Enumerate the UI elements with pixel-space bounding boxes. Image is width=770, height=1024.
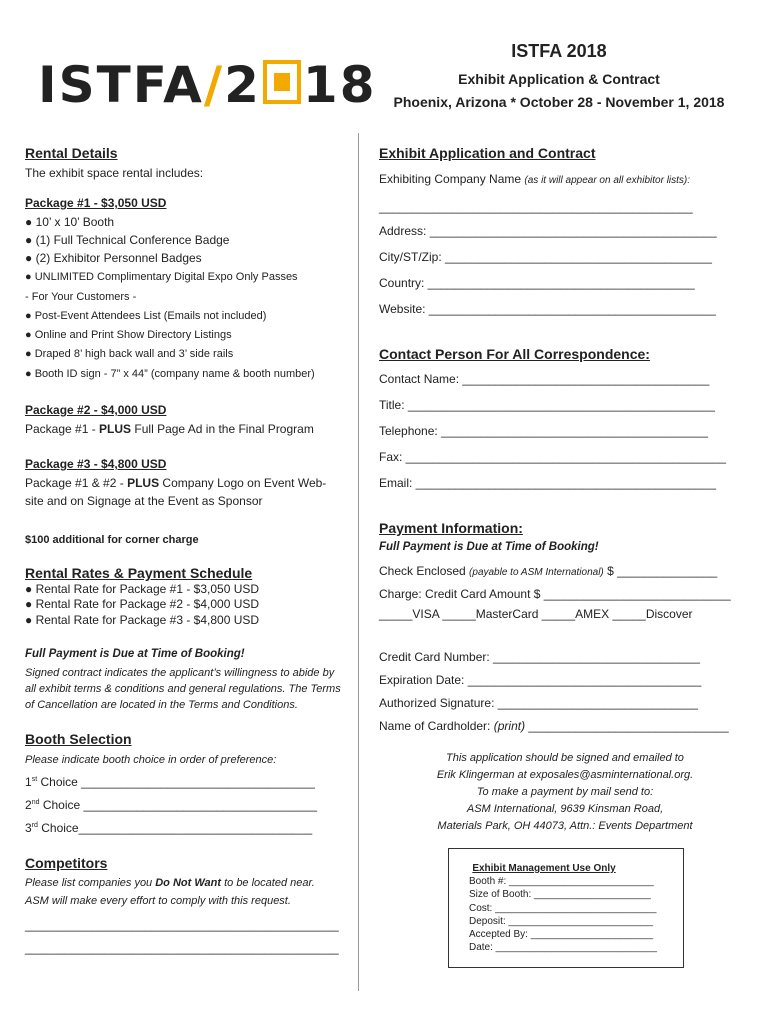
exhibit-management-box	[448, 848, 684, 968]
logo-slash: /	[203, 56, 225, 114]
column-divider	[358, 133, 359, 991]
address-field[interactable]: Address: ___________________________________________	[379, 224, 717, 238]
package2-title: Package #2 - $4,000 USD	[25, 403, 167, 417]
rate-item: ● Rental Rate for Package #3 - $4,800 USD	[25, 613, 260, 627]
terms-note: all exhibit terms & conditions and general regulations. The Terms	[25, 683, 341, 695]
rate-item: ● Rental Rate for Package #1 - $3,050 USD	[25, 582, 260, 596]
charge-amount-field[interactable]: Charge: Credit Card Amount $ ____________________________	[379, 587, 731, 601]
package1-item: ● Post-Event Attendees List (Emails not included)	[25, 310, 267, 322]
page-title: ISTFA 2018	[511, 41, 607, 61]
booth-heading: Booth Selection	[25, 731, 132, 747]
package3-desc-cont: site and on Signage at the Event as Sponsor	[25, 494, 263, 508]
package3-desc: Package #1 & #2 - PLUS Company Logo on Event Web-	[25, 476, 327, 490]
terms-note: Signed contract indicates the applicant’s willingness to abide by	[25, 667, 335, 679]
submission-instructions: This application should be signed and emailed to Erik Klingerman at exposales@asminternational.org. To make a payment by mail send to: ASM International, 9639 Kinsman Road, Materials Park, OH 44073, Attn.: Events Department	[436, 752, 694, 832]
signature-field[interactable]: Authorized Signature: ______________________________	[379, 696, 698, 710]
booth-choice-3[interactable]: 3rd Choice___________________________________	[25, 821, 313, 835]
istfa-logo	[38, 56, 377, 114]
package3-title: Package #3 - $4,800 USD	[25, 457, 167, 471]
terms-note: of Cancellation are located in the Terms and Conditions.	[25, 699, 298, 711]
card-type-options[interactable]: _____VISA _____MasterCard _____AMEX _____Discover	[379, 607, 693, 621]
corner-charge: $100 additional for corner charge	[25, 534, 199, 546]
city-state-zip-field[interactable]: City/ST/Zip: ________________________________________	[379, 250, 712, 264]
package1-item: ● UNLIMITED Complimentary Digital Expo Only Passes	[25, 271, 298, 283]
fax-field[interactable]: Fax: ________________________________________________	[379, 450, 727, 464]
company-name-label: Exhibiting Company Name (as it will appear on all exhibitor lists):	[379, 172, 691, 186]
mgmt-cost-field[interactable]: Cost: _____________________________	[469, 902, 657, 914]
package2-desc: Package #1 - PLUS Full Page Ad in the Final Program	[25, 422, 314, 436]
logo-text-left: ISTFA	[38, 56, 204, 114]
mgmt-title: Exhibit Management Use Only	[472, 863, 616, 874]
application-heading: Exhibit Application and Contract	[379, 145, 596, 161]
competitors-heading: Competitors	[25, 855, 108, 871]
logo-text-2: 2	[224, 56, 261, 114]
package1-item: ● 10’ x 10’ Booth	[25, 215, 115, 229]
competitor-field[interactable]: _______________________________________________	[25, 941, 339, 955]
package1-item: ● (1) Full Technical Conference Badge	[25, 233, 230, 247]
package1-item: ● Booth ID sign - 7” x 44” (company name & booth number)	[25, 368, 315, 380]
telephone-field[interactable]: Telephone: ________________________________________	[379, 424, 709, 438]
rates-due: Full Payment is Due at Time of Booking!	[25, 648, 245, 660]
booth-intro: Please indicate booth choice in order of preference:	[25, 754, 277, 766]
rate-item: ● Rental Rate for Package #2 - $4,000 USD	[25, 597, 260, 611]
mgmt-size-field[interactable]: Size of Booth: _____________________	[469, 889, 651, 901]
logo-text-right: 18	[302, 56, 377, 114]
rental-heading: Rental Details	[25, 145, 118, 161]
payment-due: Full Payment is Due at Time of Booking!	[379, 541, 599, 553]
email-field[interactable]: Email: _____________________________________________	[379, 476, 716, 490]
competitor-field[interactable]: _______________________________________________	[25, 918, 339, 932]
package1-item: ● Online and Print Show Directory Listings	[25, 329, 232, 341]
country-field[interactable]: Country: ________________________________________	[379, 276, 695, 290]
contact-name-field[interactable]: Contact Name: _____________________________________	[379, 372, 710, 386]
package1-item: ● (2) Exhibitor Personnel Badges	[25, 251, 202, 265]
mgmt-deposit-field[interactable]: Deposit: __________________________	[469, 915, 654, 927]
rates-heading: Rental Rates & Payment Schedule	[25, 565, 253, 581]
competitors-note: ASM will make every effort to comply with this request.	[25, 895, 291, 907]
mgmt-booth-field[interactable]: Booth #: __________________________	[469, 876, 654, 888]
mgmt-date-field[interactable]: Date: _____________________________	[469, 942, 657, 954]
booth-choice-1[interactable]: 1st Choice ___________________________________	[25, 775, 315, 789]
company-name-field[interactable]: _______________________________________________	[379, 200, 693, 214]
package1-item: ● Draped 8’ high back wall and 3’ side rails	[25, 348, 234, 360]
website-field[interactable]: Website: ___________________________________________	[379, 302, 716, 316]
booth-choice-2[interactable]: 2nd Choice ___________________________________	[25, 798, 318, 812]
event-location: Phoenix, Arizona * October 28 - November 1, 2018	[393, 94, 725, 110]
contact-heading: Contact Person For All Correspondence:	[379, 346, 650, 362]
rental-intro: The exhibit space rental includes:	[25, 166, 204, 180]
mgmt-accepted-field[interactable]: Accepted By: ______________________	[469, 929, 654, 941]
cardholder-field[interactable]: Name of Cardholder: (print) ______________________________	[379, 719, 729, 733]
check-enclosed-field[interactable]: Check Enclosed (payable to ASM International) $ _______________	[379, 564, 718, 578]
expiration-field[interactable]: Expiration Date: ___________________________________	[379, 673, 702, 687]
chip-icon	[263, 60, 301, 104]
package1-item: - For Your Customers -	[25, 291, 137, 303]
competitors-intro: Please list companies you Do Not Want to be located near.	[25, 877, 315, 889]
payment-heading: Payment Information:	[379, 520, 523, 536]
cc-number-field[interactable]: Credit Card Number: _______________________________	[379, 650, 700, 664]
package1-title: Package #1 - $3,050 USD	[25, 196, 167, 210]
page-subtitle: Exhibit Application & Contract	[458, 71, 660, 87]
contact-title-field[interactable]: Title: ______________________________________________	[379, 398, 715, 412]
